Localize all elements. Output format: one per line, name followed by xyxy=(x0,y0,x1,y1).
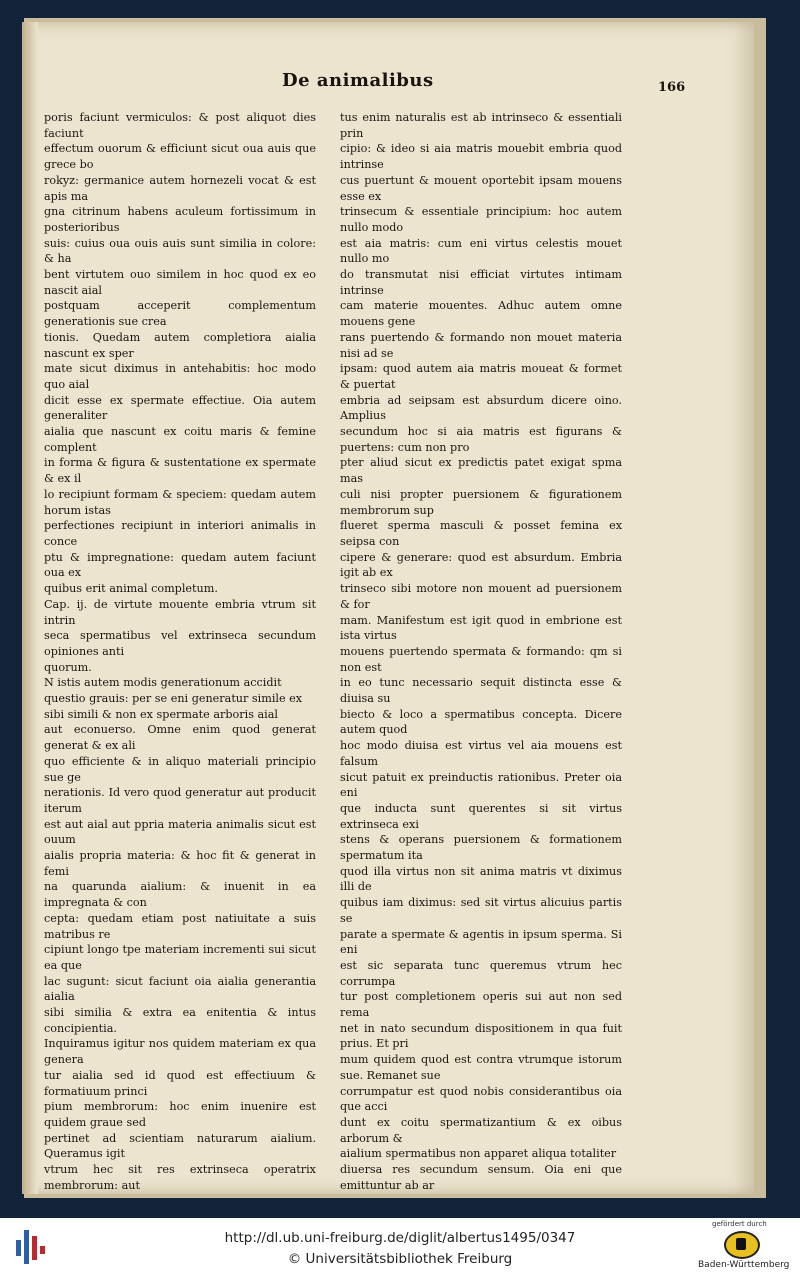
text-line: aut econuerso. Omne enim quod generat generat & ex ali xyxy=(44,723,316,753)
running-head: De animalibus xyxy=(282,70,434,91)
text-line: poris faciunt vermiculos: & post aliquot dies faciunt xyxy=(44,111,316,140)
text-line: vtrum hec sit res extrinseca operatrix membrorum: aut xyxy=(44,1163,316,1192)
text-line: quo efficiente & in aliquo materiali principio sue ge xyxy=(44,754,316,784)
text-line: mam. Manifestum est igit quod in embrione est ista virtus xyxy=(340,613,622,643)
book-page xyxy=(22,22,754,1194)
text-line: ipsam: quod autem aia matris moueat & formet & puertat xyxy=(340,362,622,391)
text-line: cam materie mouentes. Adhuc autem omne mouens gene xyxy=(340,299,622,329)
text-line: Cap. ij. de virtute mouente embria vtrum sit intrin xyxy=(44,597,316,627)
text-line: cipio: & ideo si aia matris mouebit embria quod intrinse xyxy=(340,142,622,172)
text-line: cipere & generare: quod est absurdum. Embria igit ab ex xyxy=(340,550,622,580)
text-line: tus enim naturalis est ab intrinseco & essentiali prin xyxy=(340,111,622,140)
text-line: embria ad seipsam est absurdum dicere oino. Amplius xyxy=(340,393,622,423)
text-line: biecto & loco a spermatibus concepta. Dicere autem quod xyxy=(340,707,622,737)
binding-shadow xyxy=(22,22,38,1194)
folio-number: 166 xyxy=(658,80,686,95)
footer-bar xyxy=(0,1218,800,1274)
text-line: na quarunda aialium: & inuenit in ea impregnata & con xyxy=(44,880,316,910)
left-column xyxy=(44,110,316,1194)
text-line: mate sicut diximus in antehabitis: hoc modo quo aial xyxy=(44,362,316,391)
text-line: suis: cuius oua ouis auis sunt similia in colore: & ha xyxy=(44,236,316,266)
text-line: questio grauis: per se eni generatur simile ex xyxy=(44,692,303,706)
text-line: diuersa res secundum sensum. Oia eni que emittuntur ab ar xyxy=(340,1163,622,1192)
text-line: aialia que nascunt ex coitu maris & femine complent xyxy=(44,425,316,454)
copyright-notice: © Universitätsbibliothek Freiburg xyxy=(287,1251,513,1267)
text-line: bent virtutem ouo similem in hoc quod ex eo nascit aial xyxy=(44,268,316,297)
text-line: cus puertunt & mouent oportebit ipsam mouens esse ex xyxy=(340,173,622,203)
text-line: seca spermatibus vel extrinseca secundum opiniones anti xyxy=(44,629,316,658)
text-line: parate a spermate & agentis in ipsum sperma. Si eni xyxy=(340,927,622,957)
source-url[interactable]: http://dl.ub.uni-freiburg.de/diglit/albertus1495/0347 xyxy=(224,1230,576,1246)
text-line: que inducta sunt querentes si sit virtus extrinseca exi xyxy=(340,801,622,831)
text-line: in forma & figura & sustentatione ex spermate & ex il xyxy=(44,456,316,486)
text-line: trinseco sibi motore non mouent ad puersionem & for xyxy=(340,582,622,611)
text-line: do transmutat nisi efficiat virtutes intimam intrinse xyxy=(340,268,622,297)
text-line: culi nisi propter puersionem & figurationem membrorum sup xyxy=(340,487,622,517)
sponsor-label: gefördert durch xyxy=(712,1220,767,1228)
text-line: in eo tunc necessario sequit distincta esse & diuisa su xyxy=(340,676,622,706)
text-line: hoc modo diuisa est virtus vel aia mouens est falsum xyxy=(340,739,622,768)
text-line: rokyz: germanice autem hornezeli vocat & est apis ma xyxy=(44,173,316,203)
text-line: lo recipiunt formam & speciem: quedam autem horum istas xyxy=(44,487,316,517)
text-line: sibi similia & extra ea enitentia & intus concipientia. xyxy=(44,1006,316,1035)
text-line: cipiunt longo tpe materiam incrementi sui sicut ea que xyxy=(44,943,316,972)
text-line: corrumpatur est quod nobis considerantibus oia que acci xyxy=(340,1084,622,1114)
text-line: postquam acceperit complementum generationis sue crea xyxy=(44,299,316,329)
text-line: pium membrorum: hoc enim inuenire est quidem graue sed xyxy=(44,1100,316,1129)
text-line: dicit esse ex spermate effectiue. Oia autem generaliter xyxy=(44,393,316,423)
text-line: gna citrinum habens aculeum fortissimum in posterioribus xyxy=(44,205,316,234)
text-line: aialium spermatibus non apparet aliqua totaliter xyxy=(340,1147,617,1161)
text-line: nerationis. Id vero quod generatur aut producit iterum xyxy=(44,786,316,815)
text-line: lac sugunt: sicut faciunt oia aialia generantia aialia xyxy=(44,974,316,1004)
text-line: cepta: quedam etiam post natiuitate a suis matribus re xyxy=(44,911,316,941)
text-line: est sic separata tunc queremus vtrum hec corrumpa xyxy=(340,958,622,988)
text-line: sicut patuit ex preinductis rationibus. Preter oia eni xyxy=(340,770,622,800)
text-line: perfectiones recipiunt in interiori animalis in conce xyxy=(44,519,316,548)
text-line: quibus iam diximus: sed sit virtus alicuius partis se xyxy=(340,896,622,925)
text-line: trinsecum & essentiale principium: hoc autem nullo modo xyxy=(340,205,622,234)
text-line: quibus erit animal completum. xyxy=(44,582,218,596)
text-line: quorum. xyxy=(44,660,92,674)
sponsor-name: Baden-Württemberg xyxy=(698,1260,790,1270)
text-line: dunt ex coitu spermatizantium & ex oibus arborum & xyxy=(340,1116,622,1145)
text-line: flueret sperma masculi & posset femina ex seipsa con xyxy=(340,519,622,548)
text-line: secundum hoc si aia matris est figurans & puertens: cum non pro xyxy=(340,425,622,454)
text-line: est aut aial aut ppria materia animalis sicut est ouum xyxy=(44,817,316,847)
text-line: est aia matris: cum eni virtus celestis mouet nullo mo xyxy=(340,236,622,266)
text-line: stens & operans puersionem & formationem spermatum ita xyxy=(340,833,622,863)
text-line: mouens puertendo spermata & formando: qm si non est xyxy=(340,644,622,674)
text-line: quod illa virtus non sit anima matris vt diximus illi de xyxy=(340,864,622,894)
text-line: N istis autem modis generationum accidit xyxy=(44,676,282,690)
text-line: net in nato secundum dispositionem in qua fuit prius. Et pri xyxy=(340,1021,622,1051)
text-line: rans puertendo & formando non mouet materia nisi ad se xyxy=(340,330,622,360)
text-line: pter aliud sicut ex predictis patet exigat spma mas xyxy=(340,456,622,486)
text-line: effectum ouorum & efficiunt sicut oua auis que grece bo xyxy=(44,142,316,172)
coat-of-arms-icon xyxy=(724,1231,760,1259)
text-line: mum quidem quod est contra vtrumque istorum sue. Remanet sue xyxy=(340,1053,622,1082)
text-line: pertinet ad scientiam naturarum aialium. Queramus igit xyxy=(44,1131,316,1161)
text-line: Inquiramus igitur nos quidem materiam ex qua genera xyxy=(44,1037,316,1067)
text-line: tur aialia sed id quod est effectiuum & formatiuum princi xyxy=(44,1068,316,1098)
text-line: tur post completionem operis sui aut non sed rema xyxy=(340,990,622,1020)
text-line: tionis. Quedam autem completiora aialia nascunt ex sper xyxy=(44,330,316,360)
text-line: ptu & impregnatione: quedam autem faciunt oua ex xyxy=(44,550,316,580)
text-line: aialis propria materia: & hoc fit & generat in femi xyxy=(44,849,316,878)
text-line: sibi simili & non ex spermate arboris aial xyxy=(44,707,278,721)
right-column xyxy=(340,110,622,1194)
